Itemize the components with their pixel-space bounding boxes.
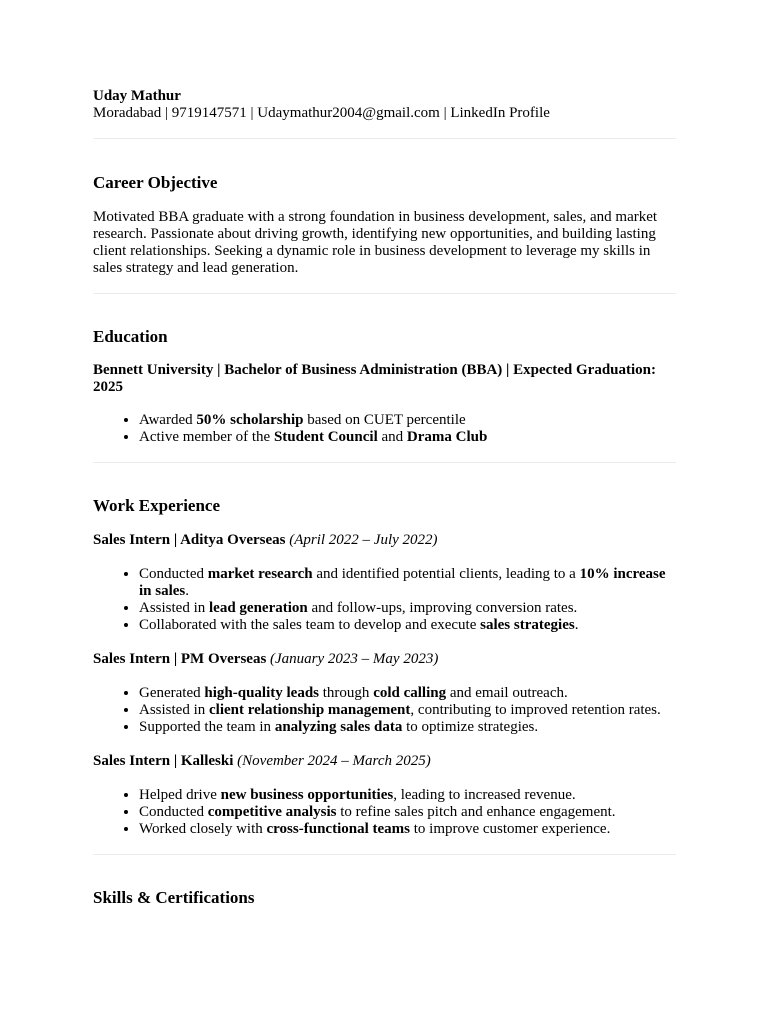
job-heading	[93, 753, 676, 770]
candidate-name: Uday Mathur	[93, 88, 181, 104]
job-role: Sales Intern | PM Overseas	[93, 651, 267, 667]
education-degree: Bennett University | Bachelor of Business Administration (BBA) | Expected Graduation: 2025	[93, 362, 657, 395]
bullet-text: , leading to increased revenue.	[393, 787, 576, 803]
bullet-text: Assisted in	[139, 600, 210, 616]
contact-line: Moradabad | 9719147571 | Udaymathur2004@gmail.com | LinkedIn Profile	[93, 105, 550, 121]
bullet-emphasis: new business opportunities	[220, 787, 394, 803]
job-dates: (January 2023 – May 2023)	[270, 651, 439, 667]
list-item	[139, 821, 676, 838]
bullet-emphasis: cold calling	[373, 685, 447, 701]
job-role: Sales Intern | Kalleski	[93, 753, 234, 769]
bullet-text: and identified potential clients, leading to a	[312, 566, 580, 582]
list-item	[139, 685, 676, 702]
list-item	[139, 617, 676, 634]
bullet-text: Supported the team in	[139, 719, 275, 735]
job-bullets	[93, 787, 676, 838]
bullet-text: .	[574, 617, 579, 633]
work-experience-list	[93, 532, 676, 838]
bullet-text: and follow-ups, improving conversion rates.	[307, 600, 578, 616]
education-bullets	[93, 412, 676, 446]
bullet-emphasis: high-quality leads	[204, 685, 320, 701]
divider	[93, 293, 676, 294]
bullet-text: and	[377, 429, 407, 445]
list-item	[139, 600, 676, 617]
list-item	[139, 566, 676, 600]
bullet-text: .	[185, 583, 190, 599]
bullet-text: , contributing to improved retention rates.	[410, 702, 661, 718]
bullet-text: Active member of the	[139, 429, 274, 445]
job-heading	[93, 532, 676, 549]
list-item	[139, 804, 676, 821]
section-title-education: Education	[93, 327, 168, 346]
job-dates: (April 2022 – July 2022)	[289, 532, 438, 548]
job-bullets	[93, 566, 676, 634]
section-title-career: Career Objective	[93, 173, 218, 192]
bullet-emphasis: competitive analysis	[207, 804, 337, 820]
section-title-skills: Skills & Certifications	[93, 888, 255, 907]
bullet-text: through	[319, 685, 374, 701]
list-item	[139, 412, 676, 429]
bullet-text: Helped drive	[139, 787, 221, 803]
list-item	[139, 719, 676, 736]
bullet-emphasis: sales strategies	[480, 617, 575, 633]
bullet-text: based on CUET percentile	[303, 412, 466, 428]
bullet-emphasis: Student Council	[273, 429, 378, 445]
job-heading	[93, 651, 676, 668]
bullet-text: Assisted in	[139, 702, 210, 718]
career-objective-text: Motivated BBA graduate with a strong foundation in business development, sales, and market research. Passionate about driving growth, identifying new opportunities, and building lasting client relationships. Seeking a dynamic role in business development to leverage my skills in sales strategy and lead generation.	[93, 209, 658, 276]
section-title-work: Work Experience	[93, 496, 221, 515]
bullet-emphasis: 10% increase in sales	[139, 566, 666, 599]
bullet-text: Collaborated with the sales team to develop and execute	[139, 617, 481, 633]
bullet-emphasis: market research	[207, 566, 313, 582]
job-dates: (November 2024 – March 2025)	[237, 753, 431, 769]
divider	[93, 462, 676, 463]
bullet-text: Generated	[139, 685, 205, 701]
bullet-emphasis: 50% scholarship	[196, 412, 304, 428]
list-item	[139, 429, 676, 446]
bullet-emphasis: Drama Club	[406, 429, 488, 445]
bullet-text: Worked closely with	[139, 821, 267, 837]
bullet-text: Conducted	[139, 566, 208, 582]
list-item	[139, 702, 676, 719]
bullet-text: Conducted	[139, 804, 208, 820]
job-bullets	[93, 685, 676, 736]
divider	[93, 138, 676, 139]
bullet-text: to optimize strategies.	[402, 719, 539, 735]
list-item	[139, 787, 676, 804]
bullet-text: to improve customer experience.	[409, 821, 611, 837]
resume-content	[93, 88, 676, 908]
bullet-text: to refine sales pitch and enhance engagement.	[336, 804, 616, 820]
bullet-emphasis: client relationship management	[209, 702, 411, 718]
divider	[93, 854, 676, 855]
bullet-emphasis: lead generation	[209, 600, 308, 616]
bullet-emphasis: analyzing sales data	[274, 719, 403, 735]
job-role: Sales Intern | Aditya Overseas	[93, 532, 286, 548]
bullet-emphasis: cross-functional teams	[266, 821, 410, 837]
bullet-text: Awarded	[139, 412, 197, 428]
bullet-text: and email outreach.	[446, 685, 568, 701]
